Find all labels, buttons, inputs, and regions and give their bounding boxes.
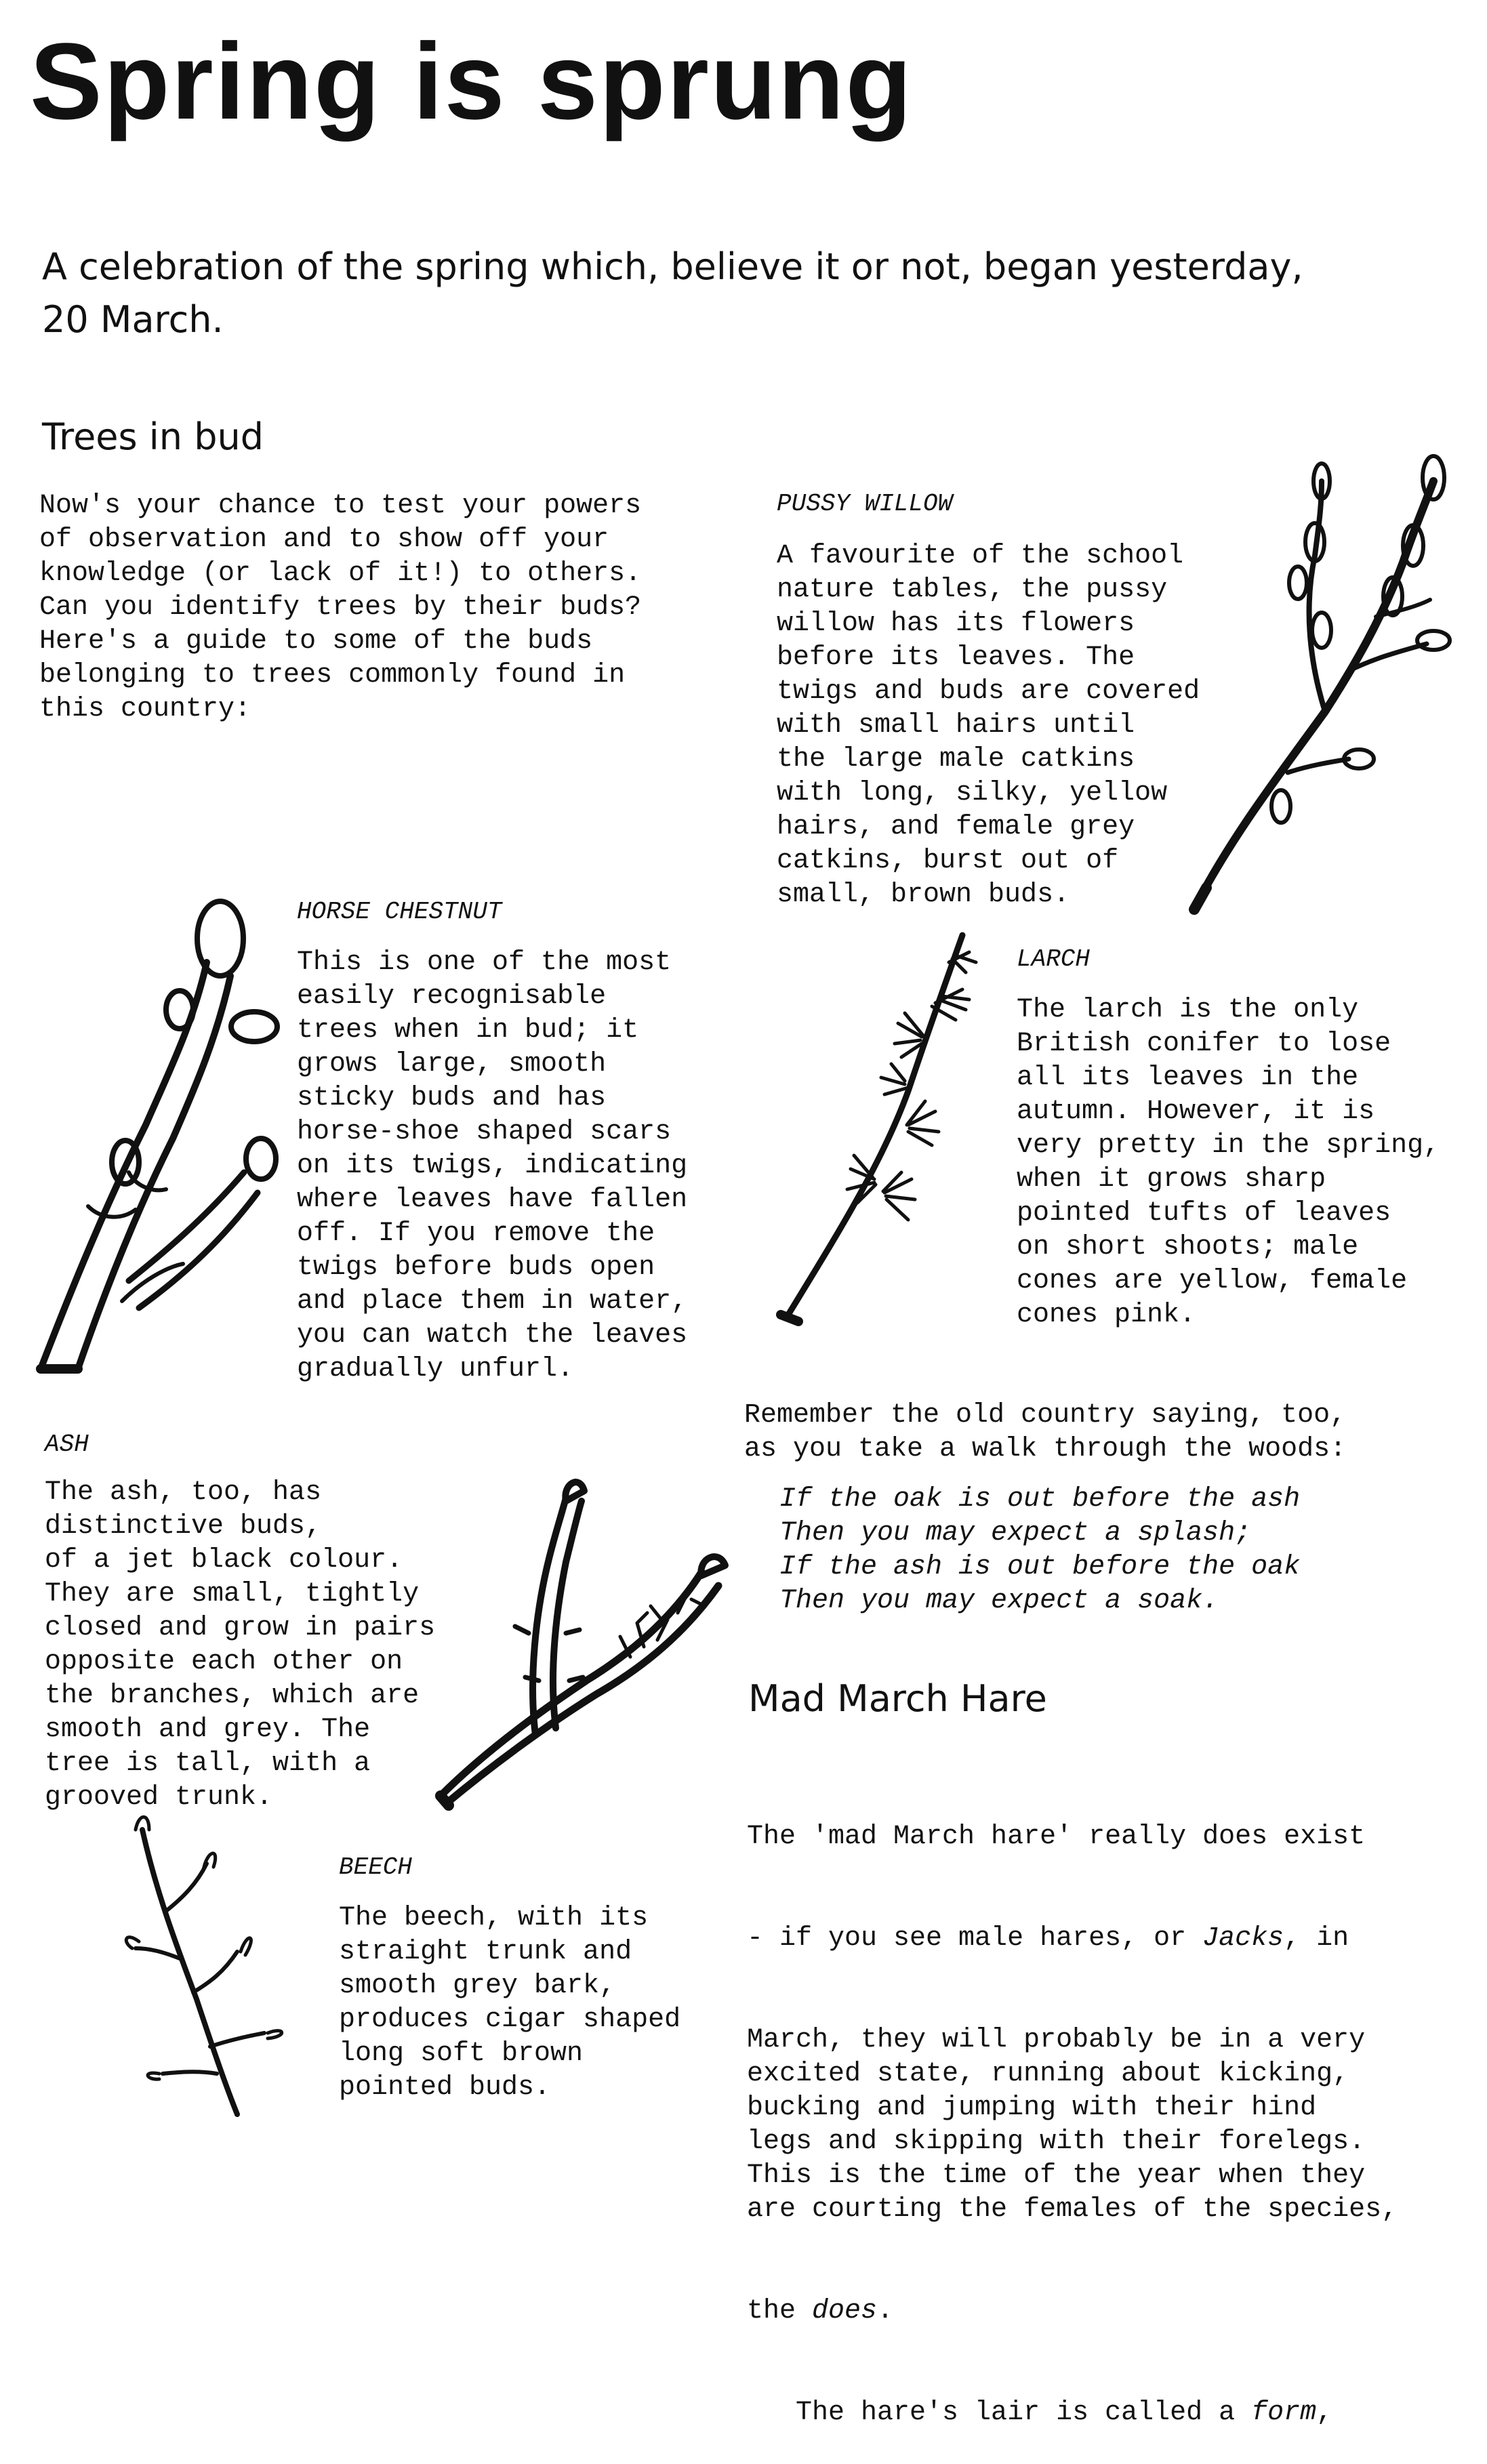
section-heading-trees: Trees in bud	[42, 415, 264, 458]
trees-intro: Now's your chance to test your powers of observation and to show off your knowledge (or lack of it!) to others. Can you identify trees by their buds? Here's a guide to some of the buds belonging to trees commonly found in this country:	[39, 491, 642, 724]
hare-form-term: form	[1251, 2398, 1317, 2428]
beech-illustration	[129, 1823, 291, 2121]
ash-illustration	[427, 1477, 746, 1830]
beech-text: The beech, with its straight trunk and smooth grey bark, produces cigar shaped long soft brown pointed buds.	[339, 1903, 681, 2103]
article-subtitle: A celebration of the spring which, believe it or not, began yesterday, 20 March.	[42, 245, 1303, 341]
hare-text	[747, 1752, 1398, 2464]
beech-label: BEECH	[339, 1853, 413, 1881]
horse-chestnut-illustration	[27, 901, 285, 1389]
ash-text: The ash, too, has distinctive buds, of a jet black colour. They are small, tightly closed and grow in pairs opposite each other on the branches, which are smooth and grey. The tree is tall, with a grooved trunk.	[45, 1477, 436, 1813]
pussy-willow-text: A favourite of the school nature tables, the pussy willow has its flowers before its leaves. The twigs and buds are covered with small hairs until the large male catkins with long, silky, yellow hairs, and female grey catkins, burst out of small, brown buds.	[777, 541, 1200, 910]
page-title: Spring is sprung	[30, 20, 914, 142]
hare-last-b: .	[877, 2296, 894, 2326]
hare-line-2-b: , in	[1284, 1923, 1349, 1954]
horse-chestnut-text: This is one of the most easily recognisable trees when in bud; it grows large, smooth sticky buds and has horse-shoe shaped scars on its twigs, indicating where leaves have fallen off. If you remove the twigs before buds open and place them in water, you can watch the leaves gradually unfurl.	[297, 947, 688, 1384]
hare-jacks-term: Jacks	[1202, 1923, 1284, 1954]
saying-verse: If the oak is out before the ash Then you may expect a splash; If the ash is out before the oak Then you may expect a soak.	[779, 1484, 1301, 1616]
hare-p2-b: ,	[1316, 2398, 1333, 2428]
hare-p2-a: The hare's lair is called a	[747, 2398, 1252, 2428]
hare-last-a: the	[747, 2296, 813, 2326]
pussy-willow-label: PUSSY WILLOW	[777, 490, 953, 518]
ash-label: ASH	[45, 1431, 89, 1458]
larch-label: LARCH	[1017, 945, 1091, 973]
hare-p2-line-1	[747, 2396, 1398, 2430]
horse-chestnut-label: HORSE CHESTNUT	[297, 898, 502, 926]
hare-line-1: The 'mad March hare' really does exist	[747, 1822, 1366, 1852]
hare-last-line	[747, 2295, 1398, 2328]
larch-illustration	[766, 922, 996, 1335]
saying-intro: Remember the old country saying, too, as you take a walk through the woods:	[744, 1400, 1347, 1464]
hare-middle: March, they will probably be in a very excited state, running about kicking, bucking and jumping with their hind legs and skipping with their forelegs. This is the time of the year when they are courting the females of the species,	[747, 2025, 1398, 2225]
pussy-willow-illustration	[1179, 454, 1478, 928]
hare-line-2	[747, 1922, 1398, 1956]
hare-line-2-a: - if you see male hares, or	[747, 1923, 1203, 1954]
hare-does-term: does	[812, 2296, 878, 2326]
larch-text: The larch is the only British conifer to lose all its leaves in the autumn. However, it is very pretty in the spring, when it grows sharp pointed tufts of leaves on short shoots; male cones are yellow, female cones pink.	[1017, 995, 1440, 1330]
section-heading-hare: Mad March Hare	[748, 1677, 1047, 1720]
